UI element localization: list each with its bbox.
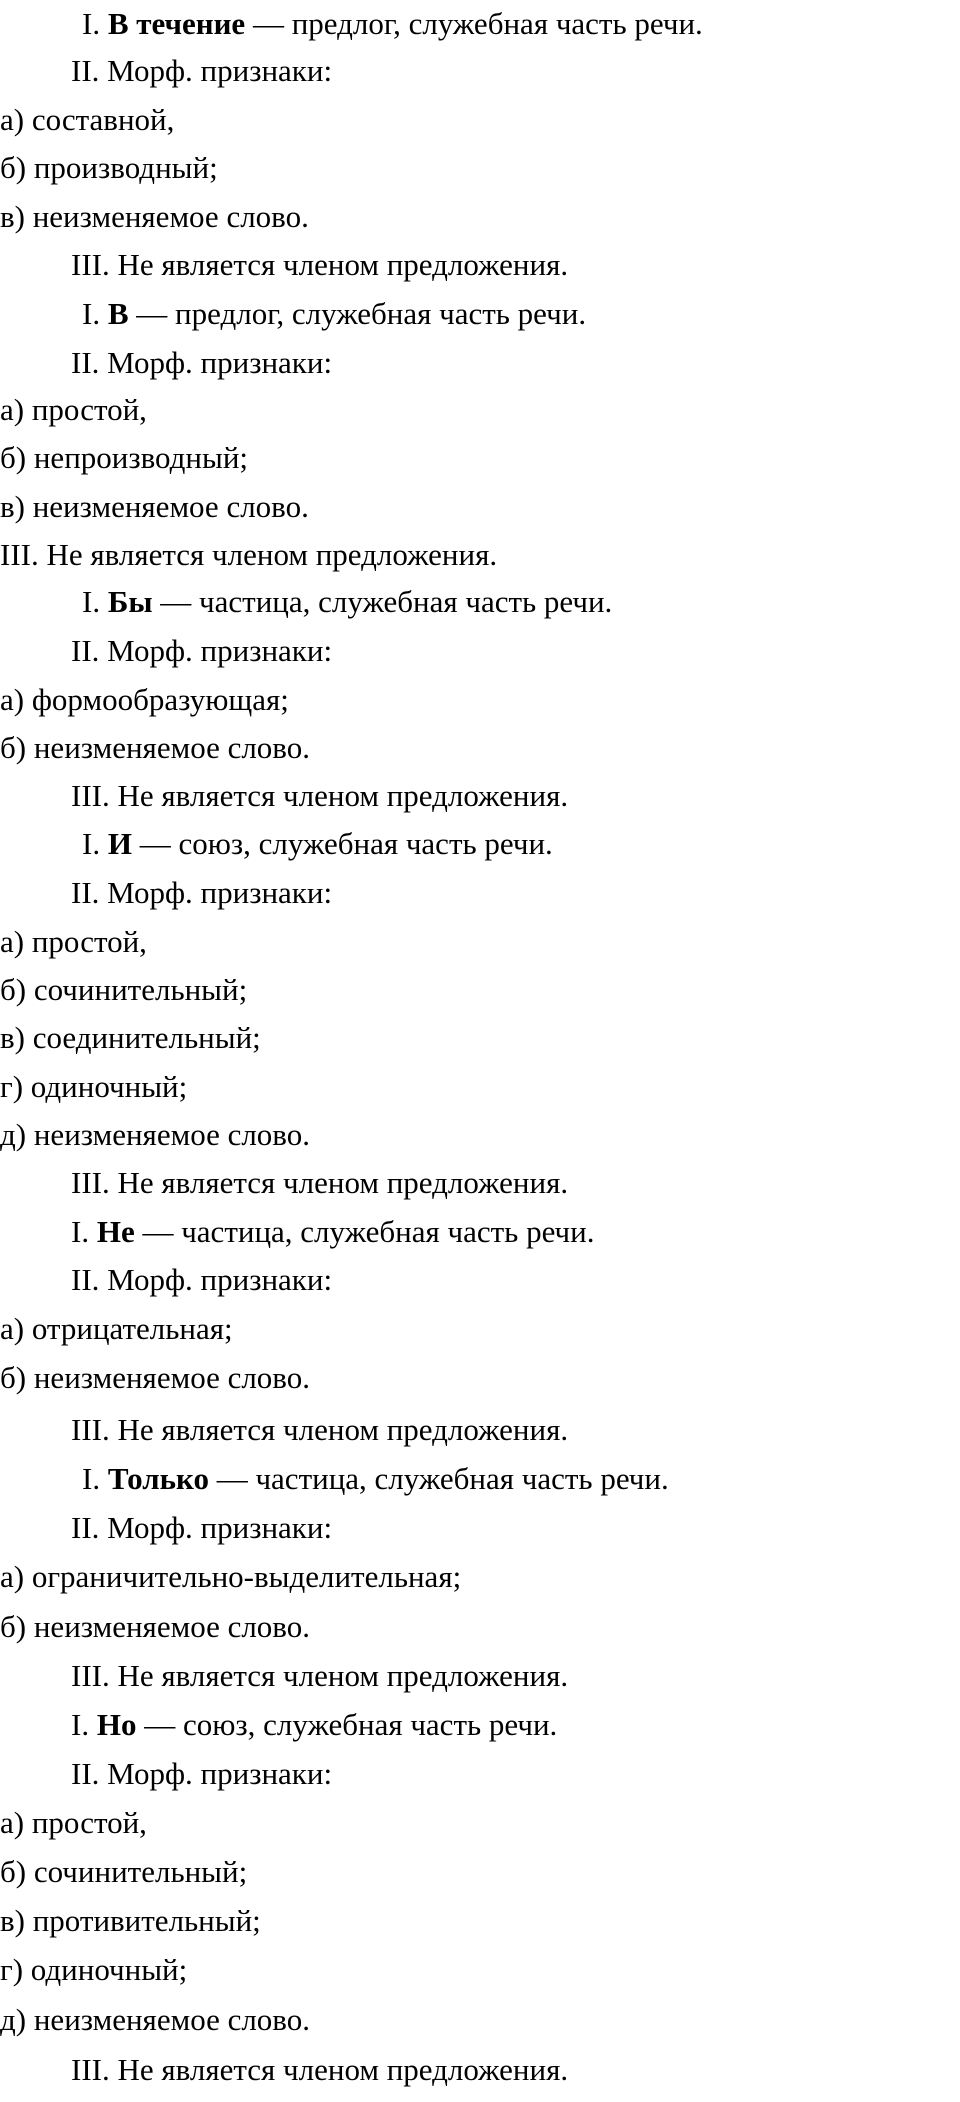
word-definition: — предлог, служебная часть речи.	[245, 6, 703, 41]
feature-list-item: б) неизменяемое слово.	[0, 1360, 310, 1395]
word-definition: — частица, служебная часть речи.	[208, 1461, 669, 1496]
feature-list-item: а) составной,	[0, 102, 175, 137]
text-line: III. Не является членом предложения.	[71, 2052, 569, 2087]
feature-list-item: б) сочинительный;	[0, 1854, 248, 1889]
feature-list-item: б) производный;	[0, 150, 218, 185]
feature-list-item: а) ограничительно-выделительная;	[0, 1559, 462, 1594]
section-heading-line	[82, 294, 586, 334]
feature-list-item: д) неизменяемое слово.	[0, 1117, 310, 1152]
text-line: II. Морф. признаки:	[71, 633, 333, 668]
text-line: III. Не является членом предложения.	[71, 1658, 569, 1693]
section-heading-line	[71, 1212, 594, 1252]
section-heading-line	[82, 582, 612, 622]
text-line: II. Морф. признаки:	[71, 53, 333, 88]
section-number: I.	[82, 826, 101, 861]
feature-list-item: III. Не является членом предложения.	[0, 537, 498, 572]
feature-list-item: в) неизменяемое слово.	[0, 489, 309, 524]
text-line: II. Морф. признаки:	[71, 345, 333, 380]
section-number: I.	[71, 1707, 90, 1742]
word-definition: — союз, служебная часть речи.	[136, 1707, 558, 1742]
feature-list-item: б) неизменяемое слово.	[0, 1609, 310, 1644]
analyzed-word: Но	[96, 1707, 137, 1742]
analyzed-word: Не	[96, 1214, 135, 1249]
text-line: III. Не является членом предложения.	[71, 1165, 569, 1200]
feature-list-item: б) непроизводный;	[0, 440, 249, 475]
feature-list-item: г) одиночный;	[0, 1069, 188, 1104]
word-definition: — частица, служебная часть речи.	[152, 584, 613, 619]
feature-list-item: б) неизменяемое слово.	[0, 730, 310, 765]
feature-list-item: а) простой,	[0, 924, 147, 959]
analyzed-word: И	[107, 826, 132, 861]
feature-list-item: а) отрицательная;	[0, 1311, 233, 1346]
feature-list-item: г) одиночный;	[0, 1952, 188, 1987]
section-number: I.	[82, 584, 101, 619]
section-number: I.	[82, 6, 101, 41]
text-line: II. Морф. признаки:	[71, 1262, 333, 1297]
section-number: I.	[71, 1214, 90, 1249]
text-line: III. Не является членом предложения.	[71, 247, 569, 282]
feature-list-item: а) простой,	[0, 1805, 147, 1840]
analyzed-word: Бы	[107, 584, 153, 619]
feature-list-item: в) соединительный;	[0, 1020, 261, 1055]
section-heading-line	[82, 4, 703, 44]
text-line: II. Морф. признаки:	[71, 1510, 333, 1545]
text-line: III. Не является членом предложения.	[71, 778, 569, 813]
text-line: III. Не является членом предложения.	[71, 1412, 569, 1447]
text-line: II. Морф. признаки:	[71, 1756, 333, 1791]
analyzed-word: В	[107, 296, 129, 331]
feature-list-item: а) формообразующая;	[0, 682, 289, 717]
feature-list-item: д) неизменяемое слово.	[0, 2002, 310, 2037]
section-number: I.	[82, 296, 101, 331]
word-definition: — союз, служебная часть речи.	[131, 826, 553, 861]
feature-list-item: в) противительный;	[0, 1903, 261, 1938]
word-definition: — предлог, служебная часть речи.	[128, 296, 587, 331]
section-heading-line	[82, 824, 553, 864]
analyzed-word: Только	[107, 1461, 209, 1496]
feature-list-item: б) сочинительный;	[0, 972, 248, 1007]
section-heading-line	[82, 1459, 669, 1499]
feature-list-item: а) простой,	[0, 392, 147, 427]
section-heading-line	[71, 1705, 557, 1745]
text-line: II. Морф. признаки:	[71, 875, 333, 910]
feature-list-item: в) неизменяемое слово.	[0, 199, 309, 234]
word-definition: — частица, служебная часть речи.	[134, 1214, 595, 1249]
analyzed-word: В течение	[107, 6, 246, 41]
section-number: I.	[82, 1461, 101, 1496]
